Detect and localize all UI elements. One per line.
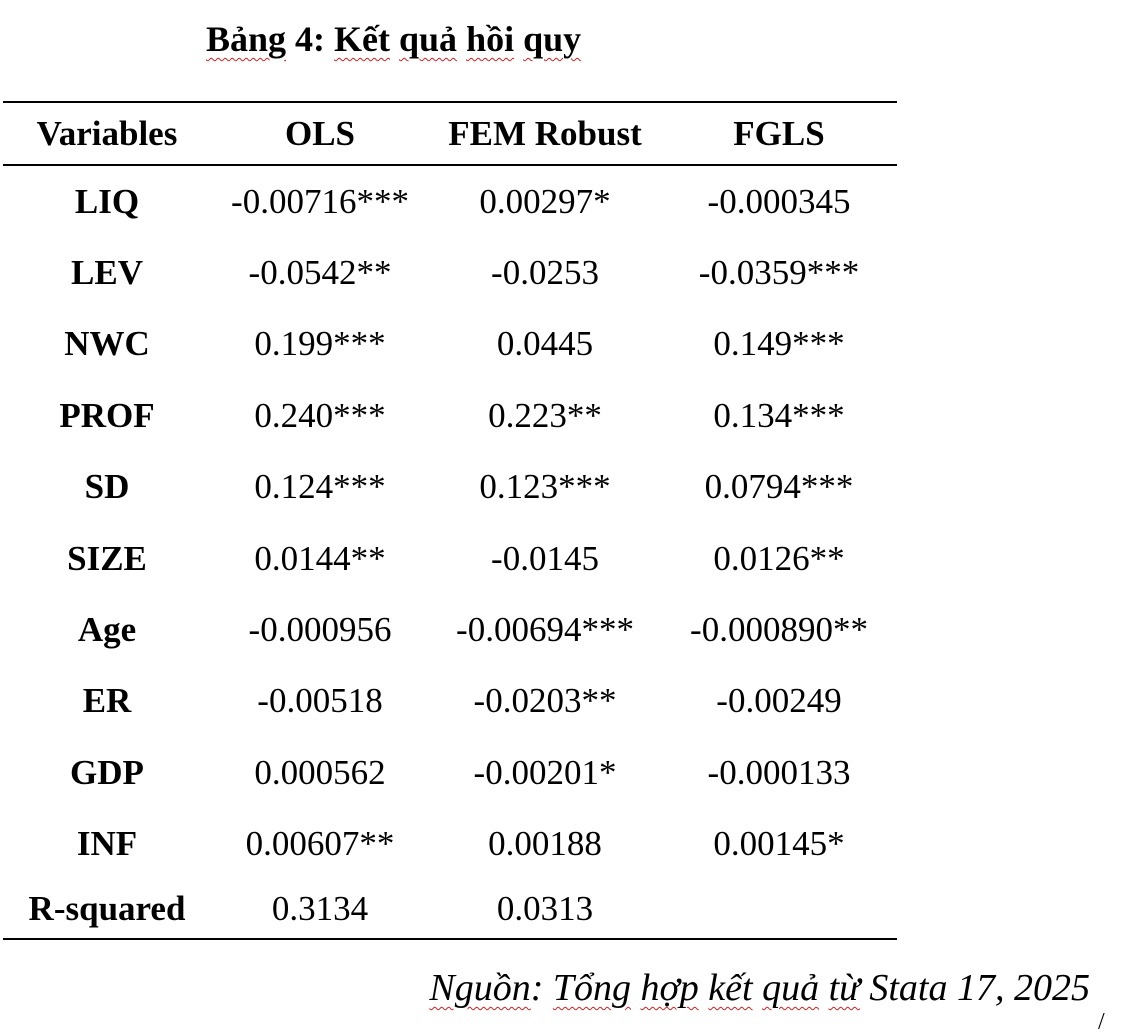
source-text: Stata 17, 2025 — [859, 967, 1090, 1009]
fem-robust-cell: -0.00201* — [473, 752, 617, 792]
table-row — [3, 166, 897, 237]
title-word: Kết — [334, 19, 391, 59]
variable-cell: NWC — [64, 324, 150, 364]
ols-cell: -0.00518 — [257, 681, 383, 721]
ols-cell: -0.00716*** — [231, 181, 409, 221]
table-row — [3, 666, 897, 737]
table-row — [3, 594, 897, 665]
fgls-cell: 0.149*** — [713, 324, 845, 364]
fem-robust-cell: 0.00188 — [488, 824, 602, 864]
table-row — [3, 237, 897, 308]
source-word: hợp — [640, 967, 699, 1009]
fgls-cell — [661, 880, 897, 938]
fem-robust-cell: -0.0253 — [491, 253, 599, 293]
table-title — [206, 14, 581, 64]
fgls-cell: 0.0126** — [713, 538, 845, 578]
fgls-cell: 0.0794*** — [704, 467, 854, 507]
table-row — [3, 452, 897, 523]
source-word: Tổng — [552, 967, 631, 1009]
fem-robust-cell: -0.00694*** — [456, 610, 634, 650]
header-fem-robust: FEM Robust — [448, 113, 642, 153]
variable-cell: INF — [76, 824, 138, 864]
table-row — [3, 380, 897, 451]
variable-cell: PROF — [59, 395, 155, 435]
header-variables: Variables — [36, 113, 178, 153]
title-space — [390, 19, 399, 59]
ols-cell: -0.0542** — [248, 253, 392, 293]
ols-cell: 0.00607** — [245, 824, 395, 864]
variable-cell: SD — [84, 467, 130, 507]
source-space — [753, 967, 763, 1009]
variable-cell: GDP — [70, 752, 144, 792]
title-space — [514, 19, 523, 59]
source-space — [631, 967, 641, 1009]
fem-robust-cell: 0.00297* — [479, 181, 611, 221]
source-space — [819, 967, 829, 1009]
variable-cell: R-squared — [28, 888, 186, 928]
table-row — [3, 523, 897, 594]
header-ols: OLS — [284, 113, 356, 153]
fgls-cell: -0.000345 — [707, 181, 851, 221]
ols-cell: -0.000956 — [248, 610, 392, 650]
ols-cell: 0.199*** — [254, 324, 386, 364]
source-note — [429, 962, 1090, 1014]
fgls-cell: -0.00249 — [716, 681, 842, 721]
title-word: hồi — [466, 19, 515, 59]
fgls-cell: -0.000133 — [707, 752, 851, 792]
variable-cell: LEV — [71, 253, 143, 293]
variable-cell: LIQ — [74, 181, 140, 221]
source-text: : — [530, 967, 553, 1009]
ols-cell: 0.240*** — [254, 395, 386, 435]
ols-cell: 0.0144** — [254, 538, 386, 578]
fem-robust-cell: 0.123*** — [479, 467, 611, 507]
fem-robust-cell: 0.223** — [488, 395, 602, 435]
header-fgls: FGLS — [733, 113, 825, 153]
source-word: quả — [762, 967, 820, 1009]
regression-table-container — [3, 101, 897, 940]
fgls-cell: -0.000890** — [690, 610, 868, 650]
fem-robust-cell: -0.0145 — [491, 538, 599, 578]
variable-cell: SIZE — [67, 538, 147, 578]
ols-cell: 0.3134 — [271, 888, 369, 928]
fgls-cell: 0.134*** — [713, 395, 845, 435]
table-row — [3, 309, 897, 380]
variable-cell: ER — [82, 681, 132, 721]
source-word: kết — [708, 967, 753, 1009]
title-word: quy — [523, 19, 582, 59]
bottom-rule — [3, 938, 897, 940]
fem-robust-cell: -0.0203** — [473, 681, 617, 721]
ols-cell: 0.000562 — [254, 752, 386, 792]
title-word: 4: — [286, 19, 335, 59]
corner-mark: / — [1098, 1009, 1105, 1035]
regression-table — [3, 103, 897, 938]
source-space — [699, 967, 709, 1009]
fgls-cell: -0.0359*** — [698, 253, 860, 293]
ols-cell: 0.124*** — [254, 467, 386, 507]
table-row — [3, 809, 897, 880]
variable-cell: Age — [77, 610, 137, 650]
header-row — [3, 103, 897, 164]
table-row — [3, 737, 897, 808]
fem-robust-cell: 0.0445 — [496, 324, 594, 364]
title-space — [457, 19, 466, 59]
title-word: Bảng — [206, 19, 287, 59]
table-row — [3, 880, 897, 938]
source-word: từ — [828, 967, 860, 1009]
fem-robust-cell: 0.0313 — [496, 888, 594, 928]
source-word: Nguồn — [429, 967, 531, 1009]
title-word: quả — [399, 19, 458, 59]
fgls-cell: 0.00145* — [713, 824, 845, 864]
